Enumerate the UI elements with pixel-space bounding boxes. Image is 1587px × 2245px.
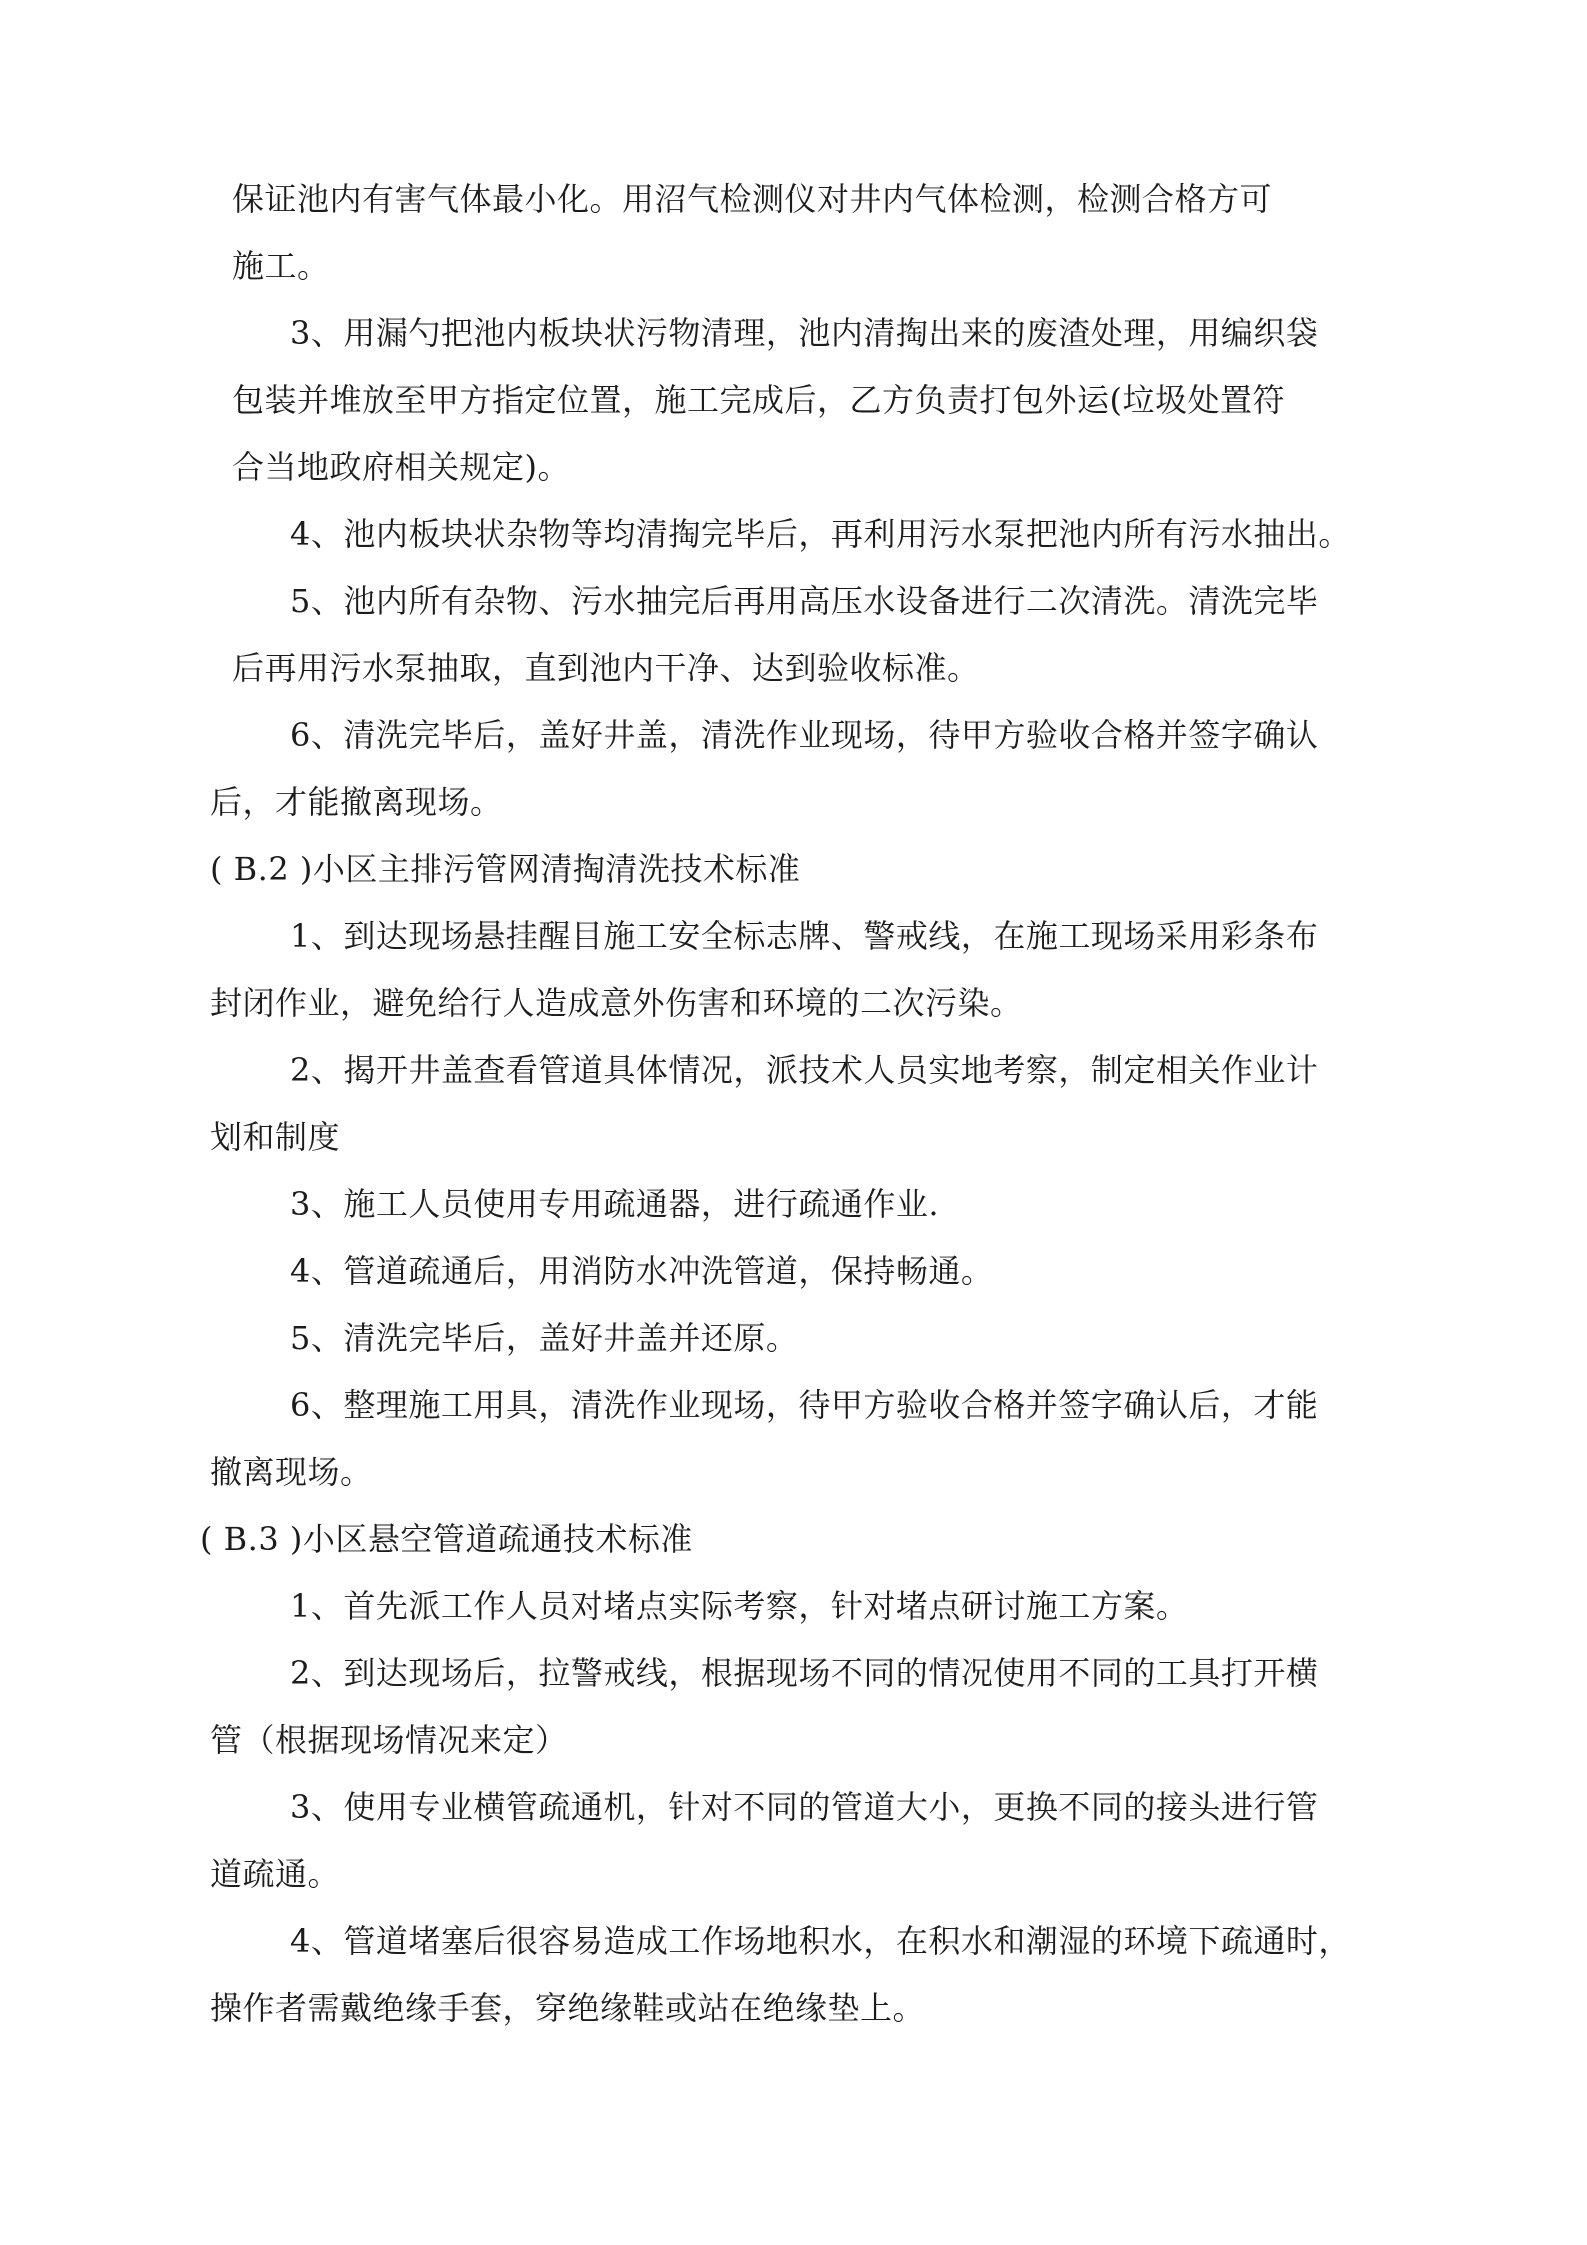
paragraph-line: 撤离现场。 (210, 1453, 373, 1491)
paragraph-line: 包装并堆放至甲方指定位置，施工完成后，乙方负责打包外运(垃圾处置符 (232, 381, 1285, 419)
paragraph-line: 4、管道疏通后，用消防水冲洗管道，保持畅通。 (290, 1252, 994, 1290)
paragraph-line: 后，才能撤离现场。 (210, 783, 503, 821)
paragraph-line: 1、到达现场悬挂醒目施工安全标志牌、警戒线，在施工现场采用彩条布 (290, 917, 1319, 955)
section-heading: ( B.2 )小区主排污管网清掏清洗技术标准 (210, 850, 801, 888)
paragraph-line: 施工。 (232, 247, 330, 285)
paragraph-line: 2、揭开井盖查看管道具体情况，派技术人员实地考察，制定相关作业计 (290, 1051, 1319, 1089)
paragraph-line: 道疏通。 (210, 1855, 341, 1893)
paragraph-line: 封闭作业，避免给行人造成意外伤害和环境的二次污染。 (210, 984, 1023, 1022)
paragraph-line: 3、用漏勺把池内板块状污物清理，池内清掏出来的废渣处理，用编织袋 (290, 314, 1319, 352)
paragraph-line: 4、管道堵塞后很容易造成工作场地积水，在积水和潮湿的环境下疏通时， (290, 1922, 1351, 1960)
paragraph-line: 保证池内有害气体最小化。用沼气检测仪对井内气体检测，检测合格方可 (232, 180, 1273, 218)
paragraph-line: 5、清洗完毕后，盖好井盖并还原。 (290, 1319, 799, 1357)
paragraph-line: 管（根据现场情况来定） (210, 1721, 568, 1759)
paragraph-line: 1、首先派工作人员对堵点实际考察，针对堵点研讨施工方案。 (290, 1587, 1189, 1625)
paragraph-line: 3、使用专业横管疏通机，针对不同的管道大小，更换不同的接头进行管 (290, 1788, 1319, 1826)
paragraph-line: 3、施工人员使用专用疏通器，进行疏通作业. (290, 1185, 940, 1223)
section-heading: ( B.3 )小区悬空管道疏通技术标准 (200, 1520, 693, 1558)
paragraph-line: 5、池内所有杂物、污水抽完后再用高压水设备进行二次清洗。清洗完毕 (290, 582, 1319, 620)
paragraph-line: 6、整理施工用具，清洗作业现场，待甲方验收合格并签字确认后，才能 (290, 1386, 1319, 1424)
paragraph-line: 操作者需戴绝缘手套，穿绝缘鞋或站在绝缘垫上。 (210, 1989, 926, 2027)
paragraph-line: 后再用污水泵抽取，直到池内干净、达到验收标准。 (232, 649, 980, 687)
paragraph-line: 划和制度 (210, 1118, 341, 1156)
document-body (200, 166, 1380, 2042)
paragraph-line: 合当地政府相关规定)。 (232, 448, 570, 486)
paragraph-line: 6、清洗完毕后，盖好井盖，清洗作业现场，待甲方验收合格并签字确认 (290, 716, 1319, 754)
paragraph-line: 4、池内板块状杂物等均清掏完毕后，再利用污水泵把池内所有污水抽出。 (290, 515, 1351, 553)
paragraph-line: 2、到达现场后，拉警戒线，根据现场不同的情况使用不同的工具打开横 (290, 1654, 1319, 1692)
